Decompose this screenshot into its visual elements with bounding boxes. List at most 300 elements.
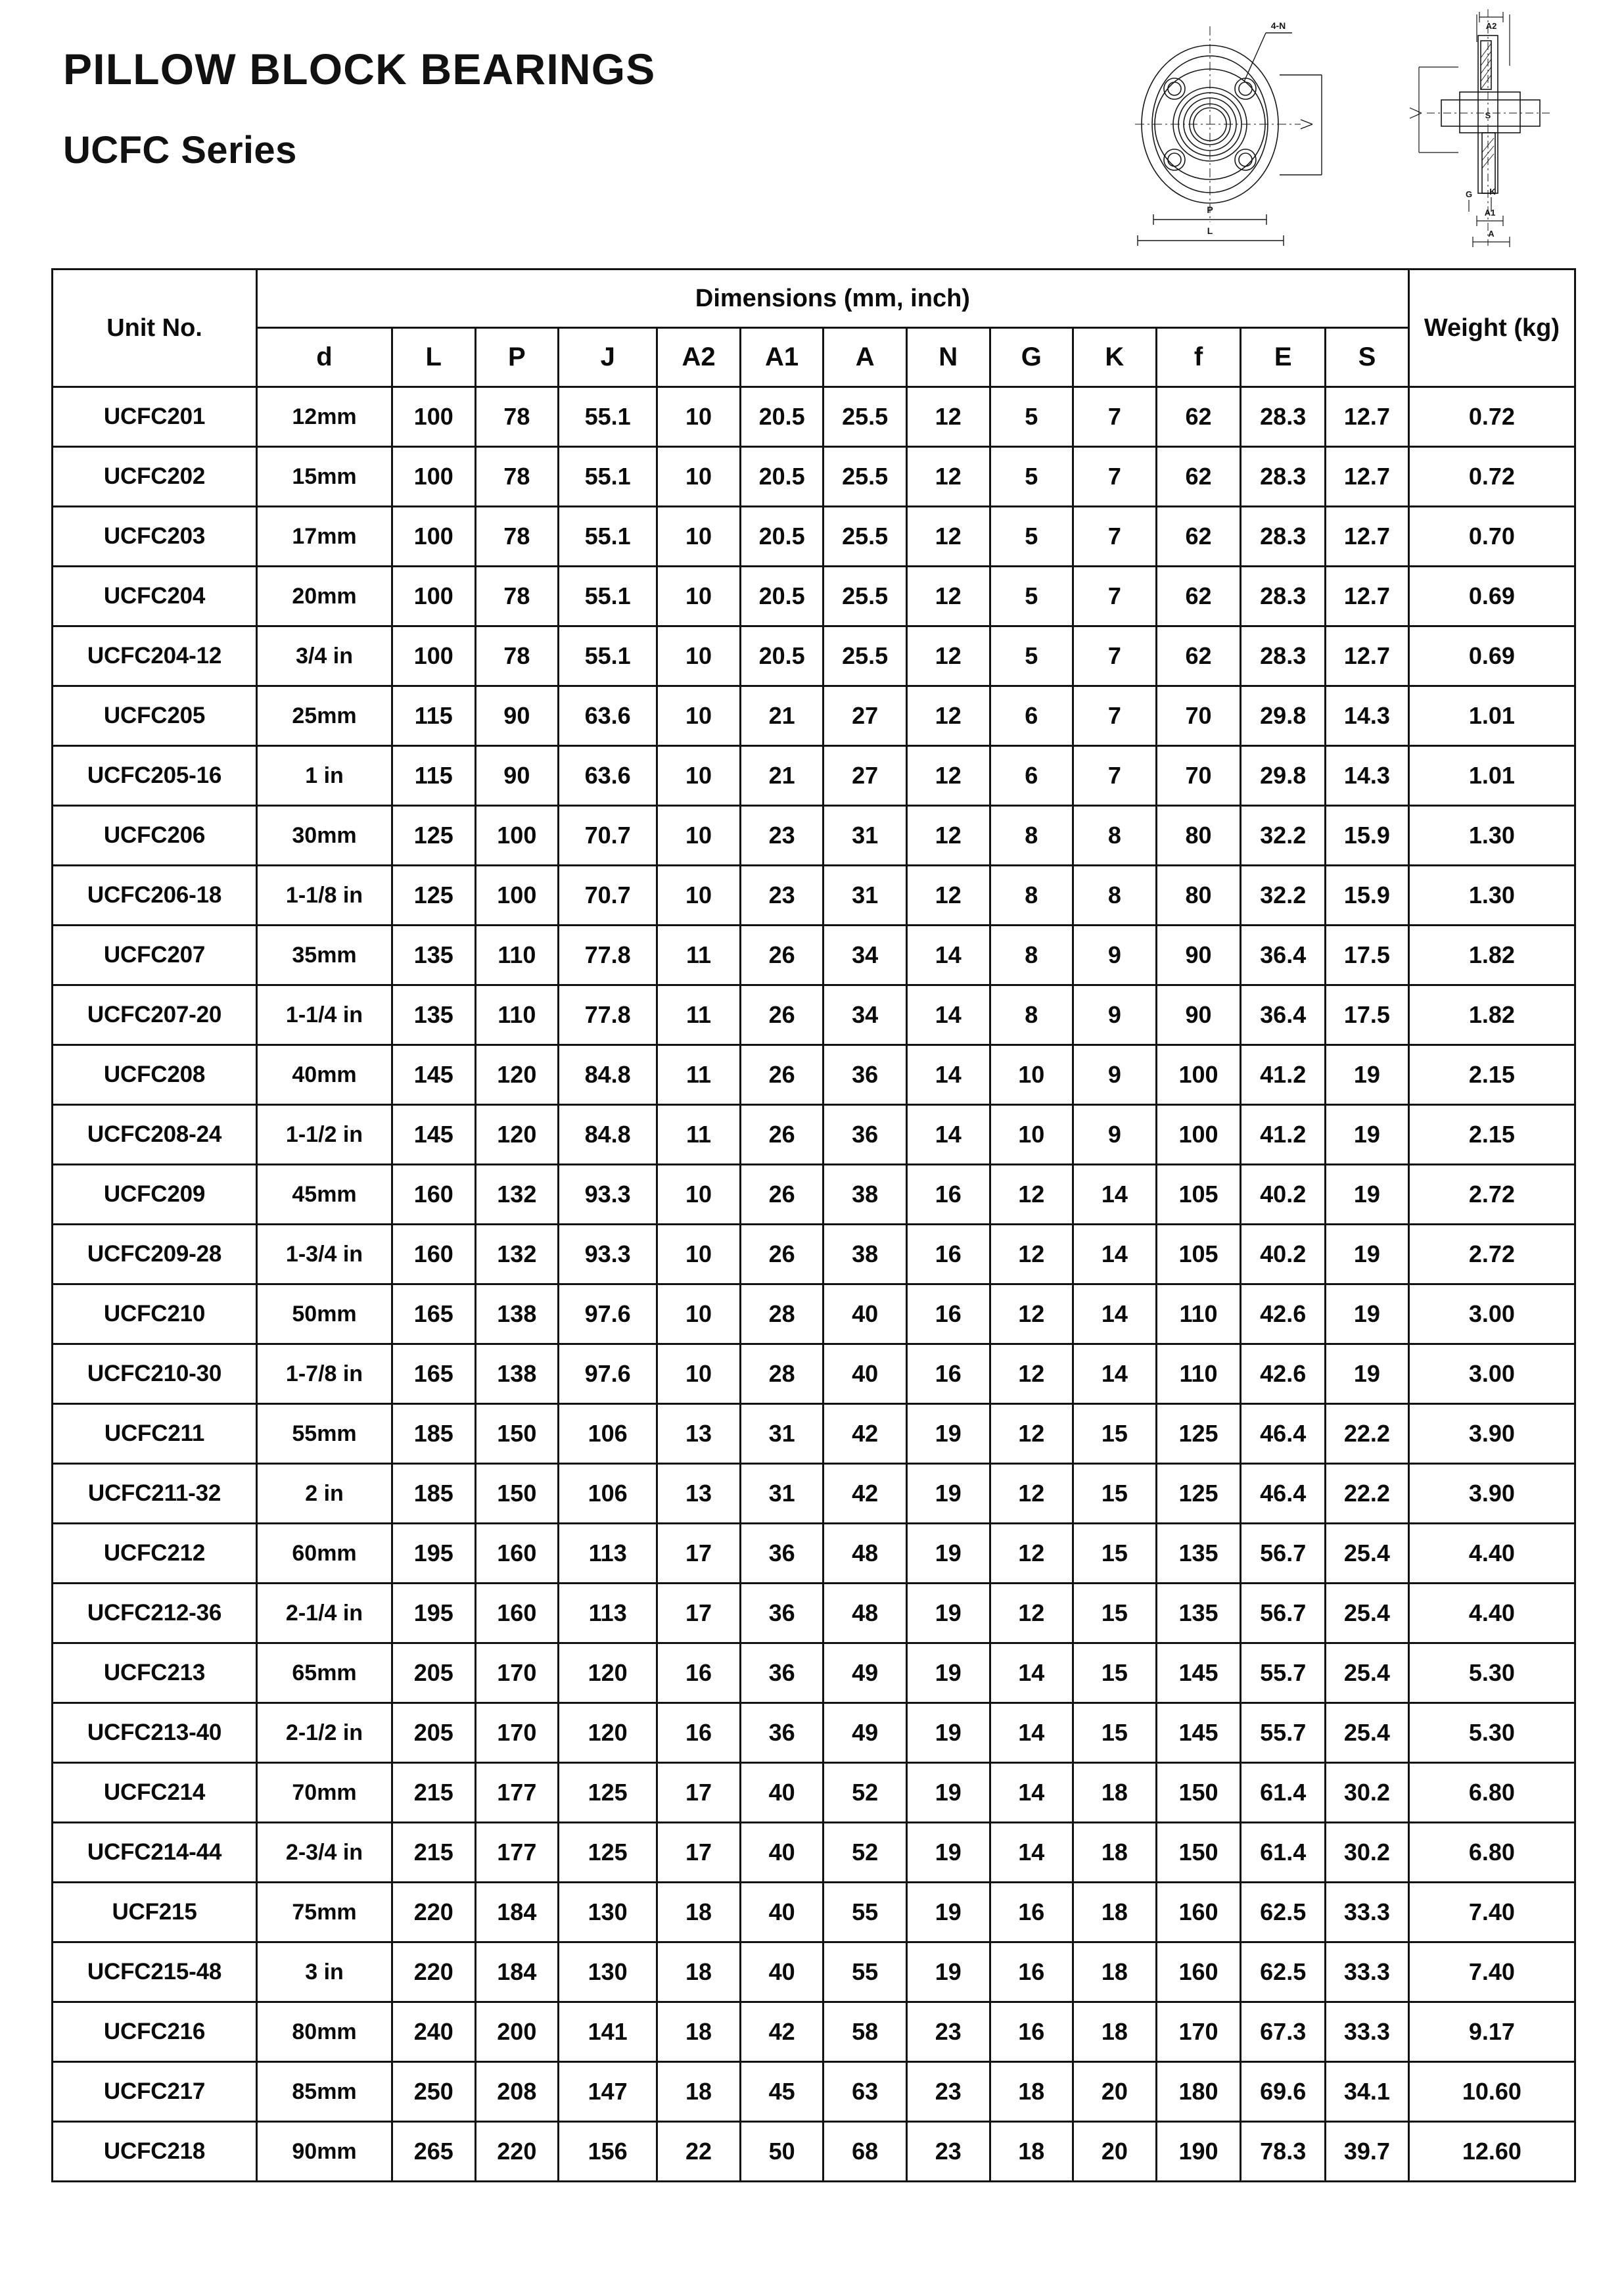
table-row: [53, 2002, 1575, 2062]
cell-G: 14: [990, 1823, 1073, 1883]
cell-bore-d: 17mm: [257, 507, 392, 567]
cell-A: 48: [824, 1584, 907, 1643]
cell-G: 8: [990, 806, 1073, 866]
cell-A1: 20.5: [740, 447, 824, 507]
cell-A1: 36: [740, 1524, 824, 1584]
specifications-table-container: [51, 268, 1576, 2182]
cell-A2: 10: [657, 626, 741, 686]
cell-weight: 1.82: [1408, 926, 1575, 985]
cell-A1: 40: [740, 1883, 824, 1942]
column-header-f: f: [1156, 328, 1241, 387]
cell-weight: 0.69: [1408, 626, 1575, 686]
cell-G: 8: [990, 926, 1073, 985]
cell-J: 77.8: [559, 985, 657, 1045]
cell-A: 36: [824, 1045, 907, 1105]
cell-E: 46.4: [1241, 1464, 1326, 1524]
cell-E: 61.4: [1241, 1763, 1326, 1823]
cell-bore-d: 80mm: [257, 2002, 392, 2062]
cell-unit-no: UCFC213-40: [53, 1703, 257, 1763]
cell-N: 23: [906, 2122, 990, 2182]
cell-f: 105: [1156, 1225, 1241, 1284]
cell-A1: 36: [740, 1584, 824, 1643]
cell-A1: 20.5: [740, 567, 824, 626]
cell-A2: 17: [657, 1763, 741, 1823]
cell-A2: 10: [657, 1165, 741, 1225]
cell-A2: 10: [657, 507, 741, 567]
cell-bore-d: 2-3/4 in: [257, 1823, 392, 1883]
cell-S: 33.3: [1326, 2002, 1409, 2062]
cell-A1: 20.5: [740, 507, 824, 567]
cell-unit-no: UCFC215-48: [53, 1942, 257, 2002]
cell-A1: 28: [740, 1344, 824, 1404]
cell-A1: 50: [740, 2122, 824, 2182]
cell-E: 29.8: [1241, 746, 1326, 806]
cell-J: 120: [559, 1703, 657, 1763]
cell-A2: 10: [657, 1344, 741, 1404]
cell-S: 12.7: [1326, 387, 1409, 447]
cell-G: 10: [990, 1105, 1073, 1165]
cell-A1: 23: [740, 806, 824, 866]
cell-L: 220: [392, 1883, 475, 1942]
cell-E: 46.4: [1241, 1404, 1326, 1464]
cell-A: 42: [824, 1464, 907, 1524]
cell-bore-d: 25mm: [257, 686, 392, 746]
cell-unit-no: UCFC207: [53, 926, 257, 985]
cell-L: 100: [392, 447, 475, 507]
cell-unit-no: UCFC209-28: [53, 1225, 257, 1284]
cell-f: 62: [1156, 507, 1241, 567]
cell-L: 100: [392, 507, 475, 567]
cell-bore-d: 35mm: [257, 926, 392, 985]
cell-E: 42.6: [1241, 1344, 1326, 1404]
cell-L: 135: [392, 985, 475, 1045]
drawing-label-k: K: [1489, 187, 1496, 197]
cell-A1: 26: [740, 926, 824, 985]
column-header-S: S: [1326, 328, 1409, 387]
cell-L: 215: [392, 1823, 475, 1883]
cell-bore-d: 90mm: [257, 2122, 392, 2182]
cell-J: 125: [559, 1763, 657, 1823]
cell-unit-no: UCFC204-12: [53, 626, 257, 686]
cell-P: 160: [475, 1524, 559, 1584]
cell-K: 7: [1073, 686, 1157, 746]
cell-E: 78.3: [1241, 2122, 1326, 2182]
cell-G: 12: [990, 1225, 1073, 1284]
cell-N: 12: [906, 866, 990, 926]
cell-A2: 17: [657, 1584, 741, 1643]
cell-G: 8: [990, 985, 1073, 1045]
cell-bore-d: 20mm: [257, 567, 392, 626]
cell-N: 12: [906, 507, 990, 567]
table-row: [53, 1883, 1575, 1942]
cell-G: 16: [990, 1942, 1073, 2002]
cell-S: 22.2: [1326, 1464, 1409, 1524]
cell-P: 100: [475, 806, 559, 866]
cell-A: 49: [824, 1643, 907, 1703]
cell-E: 32.2: [1241, 866, 1326, 926]
cell-f: 135: [1156, 1524, 1241, 1584]
cell-unit-no: UCFC213: [53, 1643, 257, 1703]
cell-A: 68: [824, 2122, 907, 2182]
cell-weight: 7.40: [1408, 1942, 1575, 2002]
column-header-dimensions-group: Dimensions (mm, inch): [257, 270, 1409, 328]
cell-J: 97.6: [559, 1284, 657, 1344]
cell-S: 25.4: [1326, 1584, 1409, 1643]
cell-A: 38: [824, 1225, 907, 1284]
cell-N: 19: [906, 1883, 990, 1942]
cell-J: 106: [559, 1404, 657, 1464]
column-header-N: N: [906, 328, 990, 387]
cell-unit-no: UCFC214-44: [53, 1823, 257, 1883]
cell-N: 19: [906, 1584, 990, 1643]
cell-S: 25.4: [1326, 1643, 1409, 1703]
cell-A2: 18: [657, 1883, 741, 1942]
cell-G: 8: [990, 866, 1073, 926]
cell-K: 18: [1073, 1763, 1157, 1823]
cell-J: 141: [559, 2002, 657, 2062]
cell-K: 15: [1073, 1643, 1157, 1703]
cell-A: 25.5: [824, 626, 907, 686]
cell-N: 23: [906, 2002, 990, 2062]
cell-E: 56.7: [1241, 1584, 1326, 1643]
cell-weight: 5.30: [1408, 1643, 1575, 1703]
cell-E: 28.3: [1241, 447, 1326, 507]
table-body: [53, 387, 1575, 2182]
cell-J: 130: [559, 1942, 657, 2002]
cell-E: 36.4: [1241, 985, 1326, 1045]
cell-S: 30.2: [1326, 1763, 1409, 1823]
cell-J: 55.1: [559, 447, 657, 507]
cell-N: 16: [906, 1225, 990, 1284]
cell-J: 55.1: [559, 626, 657, 686]
table-row: [53, 686, 1575, 746]
table-row: [53, 926, 1575, 985]
cell-f: 110: [1156, 1284, 1241, 1344]
cell-A1: 20.5: [740, 626, 824, 686]
cell-A2: 18: [657, 2062, 741, 2122]
cell-f: 160: [1156, 1942, 1241, 2002]
column-header-K: K: [1073, 328, 1157, 387]
cell-K: 18: [1073, 1883, 1157, 1942]
cell-A: 25.5: [824, 507, 907, 567]
cell-G: 14: [990, 1643, 1073, 1703]
cell-A2: 11: [657, 1045, 741, 1105]
cell-G: 5: [990, 447, 1073, 507]
cell-A2: 11: [657, 985, 741, 1045]
cell-G: 5: [990, 387, 1073, 447]
cell-A1: 26: [740, 1105, 824, 1165]
cell-J: 70.7: [559, 806, 657, 866]
table-row: [53, 866, 1575, 926]
table-row: [53, 567, 1575, 626]
cell-A1: 40: [740, 1763, 824, 1823]
cell-A: 25.5: [824, 387, 907, 447]
cell-N: 19: [906, 1464, 990, 1524]
cell-N: 14: [906, 926, 990, 985]
cell-E: 42.6: [1241, 1284, 1326, 1344]
column-header-unit-no: Unit No.: [53, 270, 257, 387]
cell-f: 160: [1156, 1883, 1241, 1942]
cell-P: 184: [475, 1883, 559, 1942]
cell-A2: 10: [657, 866, 741, 926]
cell-P: 132: [475, 1225, 559, 1284]
table-row: [53, 2122, 1575, 2182]
cell-f: 100: [1156, 1045, 1241, 1105]
cell-weight: 2.72: [1408, 1165, 1575, 1225]
cell-A2: 13: [657, 1404, 741, 1464]
cell-weight: 3.90: [1408, 1404, 1575, 1464]
cell-N: 12: [906, 686, 990, 746]
page-title: PILLOW BLOCK BEARINGS: [63, 45, 656, 93]
cell-weight: 4.40: [1408, 1584, 1575, 1643]
cell-S: 17.5: [1326, 926, 1409, 985]
cell-unit-no: UCFC211: [53, 1404, 257, 1464]
cell-L: 165: [392, 1284, 475, 1344]
cell-K: 15: [1073, 1524, 1157, 1584]
cell-bore-d: 2 in: [257, 1464, 392, 1524]
cell-E: 67.3: [1241, 2002, 1326, 2062]
table-row: [53, 1045, 1575, 1105]
cell-A: 48: [824, 1524, 907, 1584]
cell-unit-no: UCFC216: [53, 2002, 257, 2062]
cell-bore-d: 2-1/4 in: [257, 1584, 392, 1643]
cell-f: 135: [1156, 1584, 1241, 1643]
cell-J: 77.8: [559, 926, 657, 985]
cell-A1: 26: [740, 985, 824, 1045]
cell-J: 113: [559, 1584, 657, 1643]
cell-E: 29.8: [1241, 686, 1326, 746]
cell-L: 165: [392, 1344, 475, 1404]
cell-weight: 2.72: [1408, 1225, 1575, 1284]
cell-K: 20: [1073, 2122, 1157, 2182]
cell-K: 14: [1073, 1165, 1157, 1225]
cell-G: 12: [990, 1165, 1073, 1225]
cell-bore-d: 1-3/4 in: [257, 1225, 392, 1284]
cell-P: 132: [475, 1165, 559, 1225]
cell-N: 12: [906, 626, 990, 686]
cell-S: 33.3: [1326, 1883, 1409, 1942]
cell-P: 78: [475, 387, 559, 447]
cell-weight: 3.00: [1408, 1344, 1575, 1404]
cell-L: 100: [392, 387, 475, 447]
cell-f: 190: [1156, 2122, 1241, 2182]
cell-A2: 18: [657, 2002, 741, 2062]
cell-P: 184: [475, 1942, 559, 2002]
cell-A2: 10: [657, 567, 741, 626]
cell-K: 18: [1073, 1823, 1157, 1883]
cell-E: 28.3: [1241, 626, 1326, 686]
cell-unit-no: UCFC201: [53, 387, 257, 447]
cell-bore-d: 45mm: [257, 1165, 392, 1225]
cell-G: 10: [990, 1045, 1073, 1105]
drawing-label-a1: A1: [1484, 208, 1496, 218]
cell-L: 115: [392, 746, 475, 806]
cell-K: 7: [1073, 447, 1157, 507]
drawing-label-p: P: [1207, 204, 1213, 215]
cell-K: 14: [1073, 1344, 1157, 1404]
cell-G: 5: [990, 507, 1073, 567]
cell-A: 27: [824, 686, 907, 746]
cell-E: 28.3: [1241, 387, 1326, 447]
cell-L: 205: [392, 1703, 475, 1763]
cell-K: 14: [1073, 1284, 1157, 1344]
cell-bore-d: 15mm: [257, 447, 392, 507]
page-subtitle: UCFC Series: [63, 129, 297, 172]
cell-N: 14: [906, 985, 990, 1045]
cell-bore-d: 1-1/4 in: [257, 985, 392, 1045]
cell-unit-no: UCFC217: [53, 2062, 257, 2122]
cell-S: 17.5: [1326, 985, 1409, 1045]
cell-E: 56.7: [1241, 1524, 1326, 1584]
cell-G: 12: [990, 1524, 1073, 1584]
cell-A1: 26: [740, 1165, 824, 1225]
table-row: [53, 1584, 1575, 1643]
cell-N: 19: [906, 1643, 990, 1703]
cell-S: 19: [1326, 1344, 1409, 1404]
cell-A1: 21: [740, 746, 824, 806]
cell-L: 195: [392, 1584, 475, 1643]
cell-weight: 1.30: [1408, 806, 1575, 866]
cell-S: 14.3: [1326, 686, 1409, 746]
cell-S: 33.3: [1326, 1942, 1409, 2002]
cell-bore-d: 55mm: [257, 1404, 392, 1464]
bearing-front-view-drawing: [1131, 3, 1368, 252]
drawing-label-a: A: [1488, 229, 1495, 239]
cell-unit-no: UCFC205-16: [53, 746, 257, 806]
cell-P: 78: [475, 626, 559, 686]
cell-f: 62: [1156, 387, 1241, 447]
cell-A2: 17: [657, 1823, 741, 1883]
cell-J: 55.1: [559, 507, 657, 567]
cell-A: 25.5: [824, 567, 907, 626]
cell-weight: 2.15: [1408, 1045, 1575, 1105]
cell-L: 205: [392, 1643, 475, 1703]
table-row: [53, 1763, 1575, 1823]
drawing-label-a2: A2: [1485, 21, 1497, 31]
cell-L: 125: [392, 866, 475, 926]
cell-S: 19: [1326, 1225, 1409, 1284]
cell-bore-d: 1 in: [257, 746, 392, 806]
cell-A: 34: [824, 985, 907, 1045]
cell-E: 32.2: [1241, 806, 1326, 866]
cell-A: 25.5: [824, 447, 907, 507]
table-row: [53, 1464, 1575, 1524]
cell-bore-d: 3/4 in: [257, 626, 392, 686]
cell-P: 150: [475, 1404, 559, 1464]
cell-E: 40.2: [1241, 1225, 1326, 1284]
table-row: [53, 1284, 1575, 1344]
cell-G: 12: [990, 1404, 1073, 1464]
cell-L: 250: [392, 2062, 475, 2122]
cell-unit-no: UCFC203: [53, 507, 257, 567]
cell-J: 93.3: [559, 1165, 657, 1225]
cell-A: 40: [824, 1344, 907, 1404]
cell-P: 110: [475, 985, 559, 1045]
cell-N: 19: [906, 1942, 990, 2002]
cell-weight: 1.01: [1408, 746, 1575, 806]
cell-weight: 1.30: [1408, 866, 1575, 926]
cell-A1: 31: [740, 1464, 824, 1524]
cell-K: 9: [1073, 1105, 1157, 1165]
cell-S: 25.4: [1326, 1524, 1409, 1584]
cell-bore-d: 70mm: [257, 1763, 392, 1823]
cell-unit-no: UCFC202: [53, 447, 257, 507]
cell-N: 12: [906, 806, 990, 866]
table-row: [53, 1942, 1575, 2002]
cell-L: 135: [392, 926, 475, 985]
column-header-L: L: [392, 328, 475, 387]
drawing-label-s: S: [1485, 110, 1491, 120]
cell-E: 41.2: [1241, 1045, 1326, 1105]
cell-bore-d: 60mm: [257, 1524, 392, 1584]
cell-unit-no: UCFC218: [53, 2122, 257, 2182]
table-header-row-sub: [53, 328, 1575, 387]
cell-A: 49: [824, 1703, 907, 1763]
cell-A2: 16: [657, 1703, 741, 1763]
cell-A2: 10: [657, 806, 741, 866]
cell-E: 62.5: [1241, 1883, 1326, 1942]
cell-K: 9: [1073, 1045, 1157, 1105]
cell-A1: 36: [740, 1703, 824, 1763]
cell-N: 14: [906, 1105, 990, 1165]
cell-A2: 18: [657, 1942, 741, 2002]
drawing-label-l: L: [1207, 225, 1213, 236]
cell-S: 12.7: [1326, 507, 1409, 567]
cell-unit-no: UCFC206: [53, 806, 257, 866]
table-row: [53, 1165, 1575, 1225]
table-row: [53, 1643, 1575, 1703]
cell-N: 19: [906, 1763, 990, 1823]
cell-K: 7: [1073, 507, 1157, 567]
cell-f: 180: [1156, 2062, 1241, 2122]
cell-L: 240: [392, 2002, 475, 2062]
cell-P: 78: [475, 567, 559, 626]
column-header-E: E: [1241, 328, 1326, 387]
cell-N: 12: [906, 387, 990, 447]
cell-A2: 16: [657, 1643, 741, 1703]
cell-A2: 11: [657, 1105, 741, 1165]
column-header-J: J: [559, 328, 657, 387]
cell-f: 125: [1156, 1404, 1241, 1464]
cell-bore-d: 30mm: [257, 806, 392, 866]
cell-N: 14: [906, 1045, 990, 1105]
cell-f: 62: [1156, 567, 1241, 626]
column-header-A1: A1: [740, 328, 824, 387]
cell-A: 52: [824, 1763, 907, 1823]
cell-f: 70: [1156, 746, 1241, 806]
cell-A: 34: [824, 926, 907, 985]
cell-L: 195: [392, 1524, 475, 1584]
cell-E: 36.4: [1241, 926, 1326, 985]
cell-weight: 4.40: [1408, 1524, 1575, 1584]
cell-E: 55.7: [1241, 1703, 1326, 1763]
cell-P: 100: [475, 866, 559, 926]
cell-weight: 12.60: [1408, 2122, 1575, 2182]
cell-bore-d: 40mm: [257, 1045, 392, 1105]
cell-A: 40: [824, 1284, 907, 1344]
cell-G: 5: [990, 626, 1073, 686]
cell-J: 55.1: [559, 567, 657, 626]
cell-N: 16: [906, 1344, 990, 1404]
cell-N: 12: [906, 447, 990, 507]
cell-L: 145: [392, 1105, 475, 1165]
cell-G: 12: [990, 1284, 1073, 1344]
cell-P: 220: [475, 2122, 559, 2182]
cell-unit-no: UCFC212-36: [53, 1584, 257, 1643]
cell-K: 9: [1073, 926, 1157, 985]
cell-A1: 20.5: [740, 387, 824, 447]
cell-G: 6: [990, 746, 1073, 806]
